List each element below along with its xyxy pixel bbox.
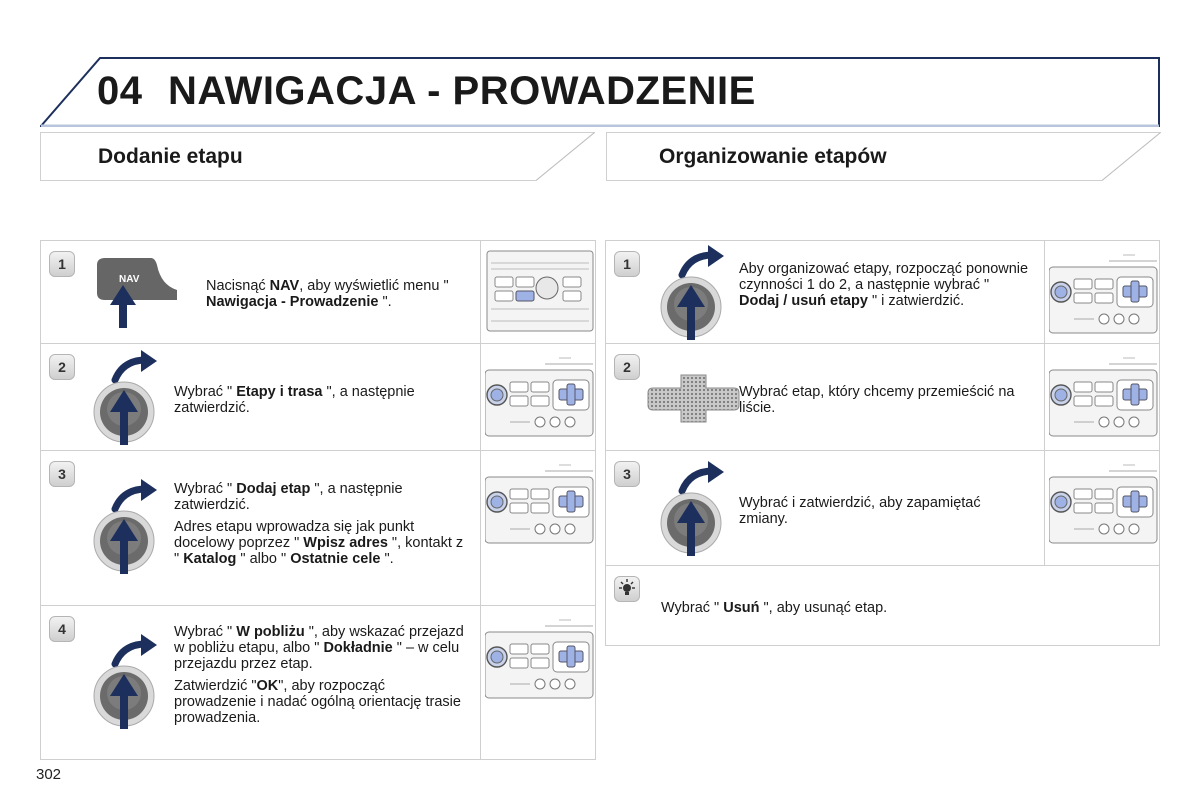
step-text [174,481,464,567]
text-run: Wybrać " [174,624,237,640]
text-run: ", a następnie zatwierdzić. [174,384,415,416]
bold-term: Wpisz adres [303,535,388,551]
rotary-knob-icon [658,245,728,345]
step-row [41,451,595,606]
step-text [739,384,1034,416]
paragraph [174,678,466,726]
device-illustration [480,344,595,450]
bold-term: W pobliżu [236,624,305,640]
step-row [606,241,1159,344]
text-run: ", aby usunąć etap. [759,600,888,616]
paragraph [174,481,464,513]
step-row [606,344,1159,451]
device-illustration [1044,344,1159,450]
text-run: Zatwierdzić " [174,678,257,694]
step-number-badge: 3 [614,461,640,487]
text-run: Wybrać " [174,384,237,400]
text-run: " – w celu przejazdu przez etap. [174,640,460,672]
bold-term: Nawigacja - Prowadzenie [206,294,379,310]
rotary-knob-icon [91,634,161,734]
step-row [41,241,595,344]
text-run: ", aby wskazać przejazd w pobliżu etapu, albo " [174,624,464,656]
paragraph [174,519,464,567]
paragraph [739,495,1029,527]
steps-panel-right [605,240,1160,646]
step-number-badge: 1 [614,251,640,277]
text-run: " albo " [236,551,291,567]
section-title: Organizowanie etapów [659,145,887,168]
paragraph [739,384,1034,416]
bold-term: Etapy i trasa [236,384,323,400]
section-title: Dodanie etapu [98,145,243,168]
step-number-badge: 3 [49,461,75,487]
text-run: ". [380,551,394,567]
paragraph [661,600,1081,616]
tip-row [606,566,1159,645]
rotary-knob-icon [658,461,728,561]
lightbulb-icon [614,576,640,602]
chapter-header [40,57,1160,127]
bold-term: Katalog [183,551,237,567]
bold-term: Ostatnie cele [290,551,381,567]
paragraph [739,261,1029,309]
step-number-badge: 1 [49,251,75,277]
svg-text:NAV: NAV [119,274,140,285]
device-illustration [480,241,595,343]
step-text [174,384,474,416]
bold-term: NAV [269,278,300,294]
section-heading-right [606,132,1161,181]
step-text [174,624,466,726]
text-run: ", kontakt z " [174,535,464,567]
device-illustration [480,451,595,605]
bold-term: Usuń [723,600,760,616]
text-run: ". [378,294,392,310]
text-run: Aby organizować etapy, rozpocząć ponownie czynności 1 do 2, a następnie wybrać " [739,261,1029,293]
step-number-badge: 4 [49,616,75,642]
steps-panel-left [40,240,596,760]
step-text [739,495,1029,527]
step-text [739,261,1029,309]
step-row [41,344,595,451]
paragraph [174,624,466,672]
paragraph [206,278,481,310]
rotary-knob-icon [91,350,161,450]
device-illustration [1044,451,1159,565]
text-run: Wybrać etap, który chcemy przemieścić na liście. [739,384,1015,416]
chapter-number: 04 [97,69,143,113]
nav-button-icon [93,255,183,335]
step-text [206,278,481,310]
step-row [606,451,1159,566]
directional-pad-icon [646,372,741,429]
bold-term: OK [256,678,279,694]
bold-term: Dodaj / usuń etapy [739,293,868,309]
text-run: , aby wyświetlić menu " [299,278,449,294]
step-number-badge: 2 [49,354,75,380]
bold-term: Dodaj etap [236,481,311,497]
device-illustration [480,606,595,759]
text-run: ", aby rozpocząć prowadzenie i nadać ogólną orientację trasie prowadzenia. [174,678,461,726]
bold-term: Dokładnie [323,640,393,656]
page-number: 302 [36,766,62,783]
text-run: Adres etapu wprowadza się jak punkt docelowy poprzez " [174,519,415,551]
section-heading-left [40,132,595,181]
text-run: Wybrać " [661,600,724,616]
device-illustration [1044,241,1159,343]
text-run: Nacisnąć [206,278,270,294]
paragraph [174,384,474,416]
text-run: " i zatwierdzić. [867,293,965,309]
step-number-badge: 2 [614,354,640,380]
tip-text [661,600,1081,616]
rotary-knob-icon [91,479,161,579]
text-run: Wybrać i zatwierdzić, aby zapamiętać zmiany. [739,495,981,527]
page-title: NAWIGACJA - PROWADZENIE [168,69,756,113]
text-run: ", a następnie zatwierdzić. [174,481,403,513]
step-row [41,606,595,759]
text-run: Wybrać " [174,481,237,497]
